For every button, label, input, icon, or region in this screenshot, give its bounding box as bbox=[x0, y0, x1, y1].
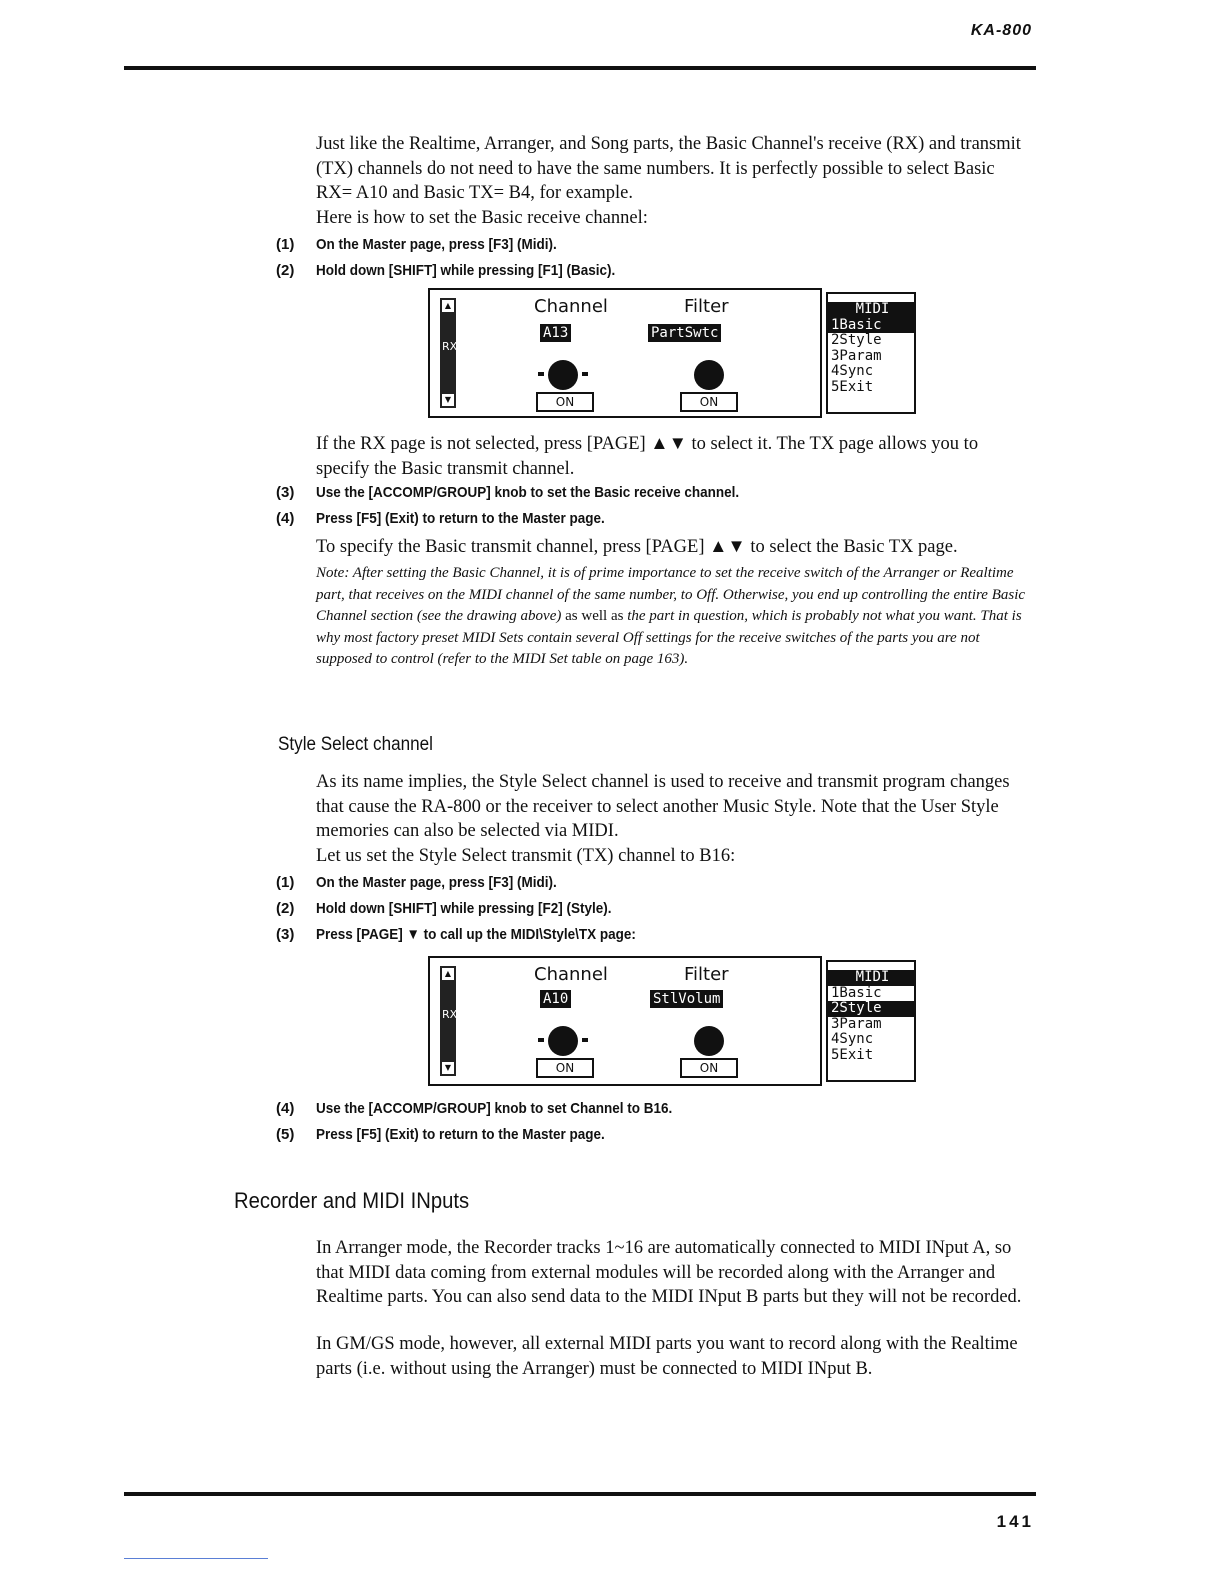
step-number: (4) bbox=[276, 510, 295, 527]
style-paragraph: As its name implies, the Style Select channel is used to receive and transmit program changes that cause the RA-800 or the receiver to select another Music Style. Note that the User Style memories can also be selected via MIDI. bbox=[316, 772, 1010, 841]
menu-item: 1Basic bbox=[828, 318, 914, 334]
menu-item: 5Exit bbox=[831, 378, 874, 395]
channel-knob-icon bbox=[548, 1026, 578, 1056]
menu-item: 4Sync bbox=[831, 363, 874, 379]
lcd-menu bbox=[826, 292, 916, 414]
step-number: (4) bbox=[276, 1100, 295, 1117]
note-part-1: Note: After setting the Basic Channel, it is of prime importance to set the receive switch of the Arranger or Realtime part, that receives on the MIDI channel of the same number, to Off. Otherwise, you end up controlling the entire Basic Channel section (see the drawing above) bbox=[316, 565, 1026, 624]
knob-tick bbox=[582, 1038, 588, 1042]
lcd-channel-value: A10 bbox=[540, 990, 571, 1008]
step-text: On the Master page, press [F3] (Midi). bbox=[316, 874, 557, 891]
recorder-paragraph-2: In GM/GS mode, however, all external MIDI parts you want to record along with the Realtime parts (i.e. without using the Arranger) must be connected to MIDI INput B. bbox=[316, 1334, 1018, 1379]
channel-knob-icon bbox=[548, 360, 578, 390]
menu-title: MIDI bbox=[828, 970, 914, 986]
step-text: Press [F5] (Exit) to return to the Master page. bbox=[316, 1126, 605, 1143]
lcd-sidebar bbox=[440, 966, 456, 1076]
lcd-menu bbox=[826, 960, 916, 1082]
menu-item: 2Style bbox=[831, 332, 882, 348]
page-down-icon: ▼ bbox=[441, 1061, 455, 1075]
lcd-on-button: ON bbox=[536, 392, 594, 412]
lcd-main-area bbox=[428, 288, 822, 418]
note-part-3: the part in question, which is probably not what you want. That is why most factory preset MIDI Sets contain several Off settings for the receive switches of the parts you are not supposed to control (refer to the MIDI Set table on page 163). bbox=[316, 608, 1022, 667]
step-text: On the Master page, press [F3] (Midi). bbox=[316, 236, 557, 253]
lcd-on-button: ON bbox=[536, 1058, 594, 1078]
menu-item: 5Exit bbox=[831, 1046, 874, 1063]
lcd-sidebar bbox=[440, 298, 456, 408]
lcd-channel-label: Channel bbox=[534, 296, 608, 317]
filter-knob-icon bbox=[694, 360, 724, 390]
note-part-2: as well as bbox=[561, 608, 628, 624]
step-text: Press [F5] (Exit) to return to the Master page. bbox=[316, 510, 605, 527]
step-number: (3) bbox=[276, 484, 295, 501]
page-down-icon: ▼ bbox=[441, 393, 455, 407]
step-text: Use the [ACCOMP/GROUP] knob to set Channel to B16. bbox=[316, 1100, 673, 1117]
after-lcd1-paragraph: If the RX page is not selected, press [PAGE] ▲▼ to select it. The TX page allows you to specify the Basic transmit channel. bbox=[316, 434, 979, 479]
lcd-on-button: ON bbox=[680, 1058, 738, 1078]
lcd-screen-style bbox=[428, 956, 922, 1092]
lcd-on-button: ON bbox=[680, 392, 738, 412]
step-number: (2) bbox=[276, 900, 295, 917]
step-number: (2) bbox=[276, 262, 295, 279]
footer-link-line bbox=[124, 1558, 268, 1559]
recorder-heading: Recorder and MIDI INputs bbox=[234, 1188, 470, 1213]
menu-item: 1Basic bbox=[831, 984, 882, 1001]
step-number: (1) bbox=[276, 236, 295, 253]
lcd-channel-value: A13 bbox=[540, 324, 571, 342]
menu-item: 2Style bbox=[828, 1001, 914, 1017]
page-up-icon: ▲ bbox=[441, 299, 455, 313]
knob-tick bbox=[582, 372, 588, 376]
page-number: 141 bbox=[996, 1512, 1034, 1531]
note-paragraph bbox=[316, 563, 1032, 671]
step-text: Use the [ACCOMP/GROUP] knob to set the Basic receive channel. bbox=[316, 484, 740, 501]
tx-instruction: To specify the Basic transmit channel, press [PAGE] ▲▼ to select the Basic TX page. bbox=[316, 537, 958, 557]
lcd-main-area bbox=[428, 956, 822, 1086]
lcd-filter-value: PartSwtc bbox=[648, 324, 721, 342]
knob-tick bbox=[538, 1038, 544, 1042]
running-header: KA-800 bbox=[970, 22, 1032, 39]
menu-item: 4Sync bbox=[831, 1031, 874, 1047]
header-rule bbox=[124, 66, 1036, 70]
menu-title: MIDI bbox=[828, 302, 914, 318]
menu-item: 3Param bbox=[831, 1015, 882, 1032]
style-select-heading: Style Select channel bbox=[278, 734, 433, 755]
knob-tick bbox=[538, 372, 544, 376]
style-intro: Let us set the Style Select transmit (TX) channel to B16: bbox=[316, 846, 736, 866]
page-up-icon: ▲ bbox=[441, 967, 455, 981]
lcd-screen-basic bbox=[428, 288, 922, 424]
lcd-filter-value: StlVolum bbox=[650, 990, 723, 1008]
step-number: (1) bbox=[276, 874, 295, 891]
intro-howto: Here is how to set the Basic receive channel: bbox=[316, 208, 648, 228]
filter-knob-icon bbox=[694, 1026, 724, 1056]
step-number: (5) bbox=[276, 1126, 295, 1143]
intro-paragraph: Just like the Realtime, Arranger, and Song parts, the Basic Channel's receive (RX) and transmit (TX) channels do not need to have the same numbers. It is perfectly possible to select Basic RX= A10 and Basic TX= B4, for example. bbox=[316, 134, 1021, 203]
lcd-side-label: RX bbox=[442, 1008, 458, 1021]
lcd-filter-label: Filter bbox=[684, 964, 729, 985]
step-text: Hold down [SHIFT] while pressing [F1] (Basic). bbox=[316, 262, 616, 279]
step-text: Press [PAGE] ▼ to call up the MIDI\Style\TX page: bbox=[316, 926, 636, 943]
step-number: (3) bbox=[276, 926, 295, 943]
menu-item: 3Param bbox=[831, 347, 882, 364]
lcd-channel-label: Channel bbox=[534, 964, 608, 985]
lcd-side-label: RX bbox=[442, 340, 458, 353]
recorder-paragraph-1: In Arranger mode, the Recorder tracks 1~16 are automatically connected to MIDI INput A, so that MIDI data coming from external modules will be recorded along with the Arranger and Realtime parts. You can also send data to the MIDI INput B parts but they will not be recorded. bbox=[316, 1238, 1022, 1307]
step-text: Hold down [SHIFT] while pressing [F2] (Style). bbox=[316, 900, 612, 917]
lcd-filter-label: Filter bbox=[684, 296, 729, 317]
footer-rule bbox=[124, 1492, 1036, 1496]
